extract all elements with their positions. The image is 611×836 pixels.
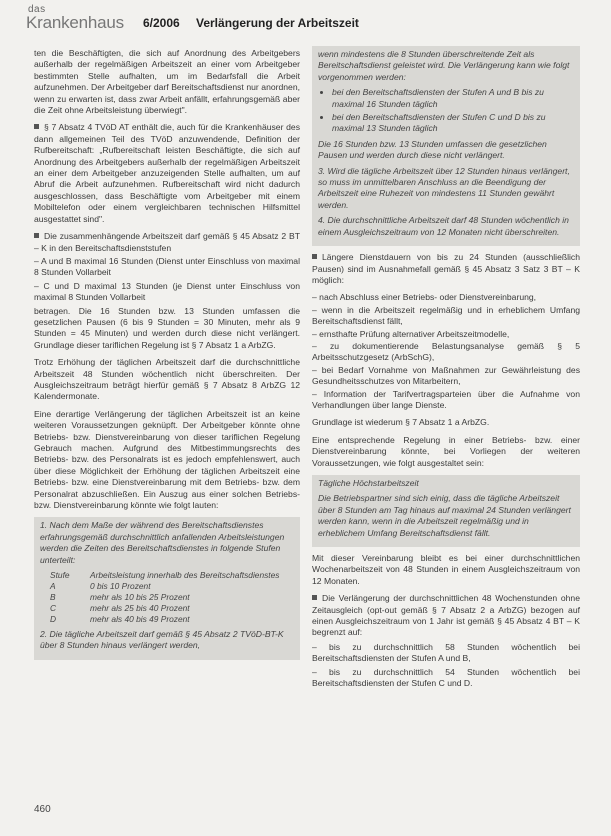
box-item: 4. Die durchschnittliche Arbeitszeit darf 48 Stunden wöchentlich in einem Ausgleichszeitraum von 12 Monaten nicht überschreiten. [318,215,569,237]
agreement-example-box [312,475,580,547]
table-cell: 0 bis 10 Prozent [90,581,151,592]
dash-item: – ernsthafte Prüfung alternativer Arbeitszeitmodelle, [312,328,510,339]
table-cell: mehr als 10 bis 25 Prozent [90,592,190,603]
square-bullet-icon [312,595,317,600]
table-cell: mehr als 25 bis 40 Prozent [90,603,190,614]
square-bullet-icon [34,233,39,238]
dash-item: – zu dokumentierende Belastungsanalyse gemäß § 5 Arbeitsschutzgesetz (ArbSchG), [312,340,580,363]
paragraph: Längere Dienstdauern von bis zu 24 Stunden (ausschließlich Pausen) sind im Ausnahmefall gemäß § 45 Absatz 3 Satz 3 BT – K möglich: [312,252,580,285]
table-cell: B [50,592,56,603]
dash-item: – bis zu durchschnittlich 58 Stunden wöchentlich bei Bereitschaftsdiensten der Stufen A und B, [312,641,580,664]
square-bullet-icon [34,124,39,129]
running-title: Verlängerung der Arbeitszeit [196,16,359,30]
square-bullet-icon [312,254,317,259]
dash-item: – wenn in die Arbeitszeit regelmäßig und in erheblichem Umfang Bereitschaftsdienst fällt, [312,304,580,327]
paragraph: Eine derartige Verlängerung der täglichen Arbeitszeit ist an keine weiteren Voraussetzungen geknüpft. Der Arbeitgeber könnte ohne Betriebs- bzw. Dienstvereinbarung von dieser tariflichen Regelung Gebrauch machen. Aufgrund des Mitbestimmungsrechts des Betriebs- bzw. des Personalrats ist es jedoch empfehlenswert, auch über diese Möglichkeit der Erhöhung der täglichen Arbeitszeit eine Betriebs- bzw. eine Dienstvereinbarung mit dem Betriebs- bzw. dem Personalrat abzuschließen. Ein Auszug aus einer solchen Betriebs- bzw. Dienstvereinbarung könnte wie folgt lauten: [34,408,300,511]
box-item: 1. Nach dem Maße der während des Bereitschaftsdienstes erfahrungsgemäß durchschnittlich anfallenden Arbeitsleistungen werden die Zeiten des Bereitschaftsdienstes in folgende Stufen unterteilt: [40,520,285,565]
dash-item: – nach Abschluss einer Betriebs- oder Dienstvereinbarung, [312,292,537,303]
paragraph: Die Verlängerung der durchschnittlichen 48 Wochenstunden ohne Zeitausgleich (opt-out gemäß § 7 Absatz 2 a ArbZG) bezogen auf einen Ausgleichszeitraum von 1 Jahr ist gemäß § 45 Absatz 4 BT – K begrenzt auf: [312,593,580,638]
page-header [26,4,596,38]
dash-item: – Information der Tarifvertragsparteien über die Aufnahme von Verhandlungen über lange Dienste. [312,388,580,410]
left-column [34,48,300,666]
paragraph: ten die Beschäftigten, die sich auf Anordnung des Arbeitgebers außerhalb der regelmäßigen Arbeitszeit an einer vom Arbeitgeber bestimmten Stelle aufhalten, um im Bedarfsfall die Arbeit aufzunehmen. Der Arbeitgeber darf Bereitschaftsdienst nur anordnen, wenn zu erwarten ist, dass zwar Arbeit anfällt, erfahrungsgemäß aber die Zeit ohne Arbeitsleistung überwiegt". [34,48,300,116]
table-cell: mehr als 40 bis 49 Prozent [90,614,190,625]
box-heading: Tägliche Höchstarbeitszeit [318,478,419,488]
paragraph: Eine entsprechende Regelung in einer Betriebs- bzw. einer Dienstvereinbarung könnte, bei Vorliegen der weiteren Voraussetzungen, wie folgt ausgestaltet sein: [312,434,580,468]
table-header: Arbeitsleistung innerhalb des Bereitschaftsdienstes [90,570,280,581]
right-column [312,48,580,696]
table-row [40,603,294,614]
dash-item: – bis zu durchschnittlich 54 Stunden wöchentlich bei Bereitschaftsdiensten der Stufen C und D. [312,666,580,689]
agreement-excerpt-box [34,517,300,659]
stufe-table [40,570,294,625]
logo-small-text: das [28,4,46,15]
box-text: wenn mindestens die 8 Stunden überschreitende Zeit als Bereitschaftsdienst geleistet wird. Die Verlängerung kann wie folgt vorgenommen werden: [318,49,570,82]
box-item: 2. Die tägliche Arbeitszeit darf gemäß § 45 Absatz 2 TVöD-BT-K über 8 Stunden hinaus verlängert werden, [40,629,284,651]
table-cell: A [50,581,56,592]
box-text: Die Betriebspartner sind sich einig, dass die tägliche Arbeitszeit über 8 Stunden am Tag hinaus auf maximal 24 Stunden verlängert werden kann, wenn in die Arbeitszeit regelmäßig und in erheblichem Umfang Bereitschaftsdienst fällt. [318,493,571,538]
table-row [40,592,294,603]
logo-main-text: Krankenhaus [26,13,124,32]
paragraph: Trotz Erhöhung der täglichen Arbeitszeit darf die durchschnittliche Arbeitszeit 48 Stunden wöchentlich nicht überschreiten. Der Ausgleichszeitraum beträgt hierfür gemäß § 7 Absatz 8 ArbZG 12 Kalendermonate. [34,357,300,402]
list-item: • bei den Bereitschaftsdiensten der Stufen C und D bis zu maximal 13 Stunden täglich [332,112,574,135]
paragraph: Die zusammenhängende Arbeitszeit darf gemäß § 45 Absatz 2 BT – K in den Bereitschaftsdienststufen [34,231,300,253]
dash-item: – bei Bedarf Vornahme von Maßnahmen zur Gewährleistung des Gesundheitsschutzes von Mitarbeitern, [312,364,580,387]
box-bullet-list [318,87,574,135]
dash-item: – A und B maximal 16 Stunden (Dienst unter Einschluss von maximal 8 Stunden Vollarbeit [34,255,300,278]
paragraph: § 7 Absatz 4 TVöD AT enthält die, auch für die Krankenhäuser des dann allgemeinen Teil des TVöD anzuwendende, Definition der Rufbereitschaft: „Rufbereitschaft leisten Beschäftigte, die sich auf Anordnung des Arbeitgebers außerhalb der regelmäßigen Arbeitszeit an einer dem Arbeitgeber anzuzeigenden Stelle aufhalten, um auf Abruf die Arbeit aufzunehmen. Rufbereitschaft wird nicht dadurch ausgeschlossen, dass Beschäftigte vom Arbeitgeber mit einem Mobiltelefon oder einem vergleichbaren technischen Hilfsmittel ausgestattet sind". [34,122,300,224]
box-text: Die 16 Stunden bzw. 13 Stunden umfassen die gesetzlichen Pausen und werden durch diese nicht verlängert. [318,138,547,161]
list-item: • bei den Bereitschaftsdiensten der Stufen A und B bis zu maximal 16 Stunden täglich [332,87,574,110]
table-header-row [40,570,294,581]
agreement-excerpt-box-continued [312,46,580,246]
page-number: 460 [34,804,51,815]
issue-number: 6/2006 [143,16,180,30]
table-cell: C [50,603,57,614]
paragraph: Grundlage ist wiederum § 7 Absatz 1 a ArbZG. [312,417,490,428]
table-row [40,581,294,592]
table-cell: D [50,614,57,625]
paragraph: betragen. Die 16 Stunden bzw. 13 Stunden umfassen die gesetzlichen Pausen (6 bis 9 Stunden = 30 Minuten, mehr als 9 Stunden = 45 Minuten) und werden durch diese nicht verlängert. Grundlage dieser tariflichen Regelung ist § 7 Absatz 1 a ArbZG. [34,305,300,350]
paragraph: Mit dieser Vereinbarung bleibt es bei einer durchschnittlichen Wochenarbeitszeit von 48 Stunden in einem Ausgleichszeitraum von 12 Monaten. [312,553,580,586]
table-row [40,614,294,625]
dash-item: – C und D maximal 13 Stunden (je Dienst unter Einschluss von maximal 8 Stunden Vollarbeit [34,280,300,303]
table-header: Stufe [50,570,70,581]
box-item: 3. Wird die tägliche Arbeitszeit über 12 Stunden hinaus verlängert, so muss im unmittelbaren Anschluss an die Beendigung der Arbeitszeit eine Ruhezeit von mindestens 11 Stunden gewährt werden. [318,165,570,210]
